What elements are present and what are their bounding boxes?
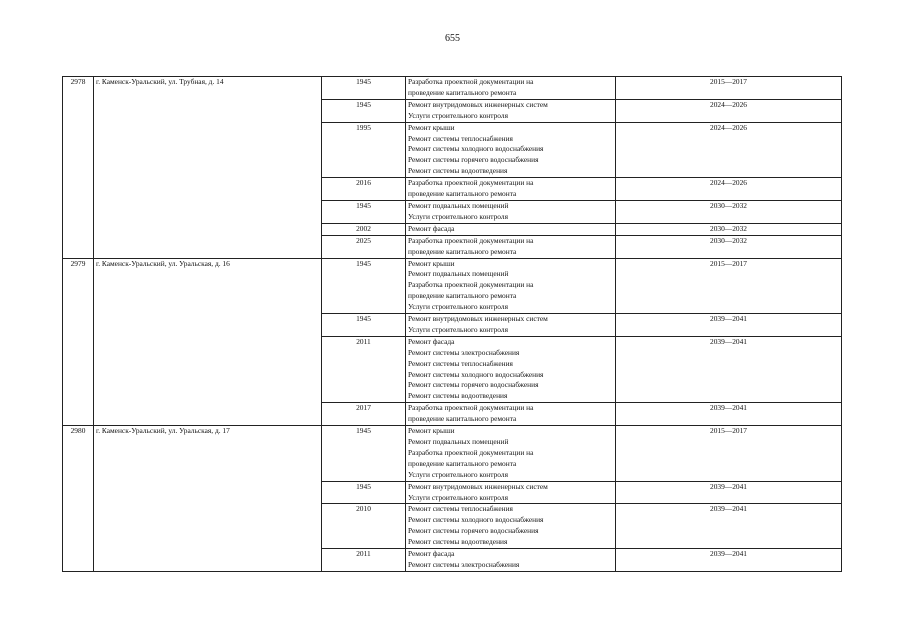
work-item: Услуги строительного контроля bbox=[408, 302, 508, 312]
work-item: Ремонт системы электроснабжения bbox=[408, 347, 520, 357]
work-item: Ремонт фасада bbox=[408, 223, 455, 233]
repair-works bbox=[406, 258, 616, 314]
repair-year: 2011 bbox=[322, 336, 406, 402]
repair-year: 1945 bbox=[322, 481, 406, 504]
repair-period: 2015—2017 bbox=[616, 258, 842, 314]
repair-works bbox=[406, 426, 616, 482]
repair-year: 2017 bbox=[322, 403, 406, 426]
work-item: Ремонт внутридомовых инженерных систем bbox=[408, 481, 548, 491]
repair-period: 2039—2041 bbox=[616, 314, 842, 337]
work-item: Разработка проектной документации на bbox=[408, 447, 534, 457]
repair-works bbox=[406, 235, 616, 258]
repair-works bbox=[406, 99, 616, 122]
repair-works bbox=[406, 336, 616, 402]
repair-period: 2030—2032 bbox=[616, 200, 842, 223]
table-body bbox=[63, 77, 842, 572]
work-item: Ремонт системы горячего водоснабжения bbox=[408, 155, 539, 165]
work-item: Ремонт системы электроснабжения bbox=[408, 559, 520, 569]
repair-period: 2024—2026 bbox=[616, 99, 842, 122]
record-number: 2980 bbox=[63, 426, 94, 572]
work-item: Ремонт системы горячего водоснабжения bbox=[408, 380, 539, 390]
work-item: Разработка проектной документации на bbox=[408, 280, 534, 290]
page-number: 655 bbox=[445, 33, 460, 44]
repair-works bbox=[406, 549, 616, 572]
work-item: Разработка проектной документации на bbox=[408, 178, 534, 188]
work-item: проведение капитального ремонта bbox=[408, 291, 517, 301]
work-item: Ремонт внутридомовых инженерных систем bbox=[408, 99, 548, 109]
repair-works bbox=[406, 223, 616, 235]
work-item: Ремонт подвальных помещений bbox=[408, 437, 509, 446]
work-item: Ремонт подвальных помещений bbox=[408, 200, 509, 210]
work-item: проведение капитального ремонта bbox=[408, 414, 517, 424]
capital-repair-table bbox=[62, 76, 842, 572]
building-address: г. Каменск-Уральский, ул. Уральская, д. 16 bbox=[94, 258, 322, 426]
work-item: Разработка проектной документации на bbox=[408, 235, 534, 245]
table-row bbox=[63, 426, 842, 482]
repair-period: 2039—2041 bbox=[616, 336, 842, 402]
work-item: Ремонт подвальных помещений bbox=[408, 269, 509, 279]
work-item: проведение капитального ремонта bbox=[408, 458, 517, 468]
repair-year: 2025 bbox=[322, 235, 406, 258]
work-item: Ремонт внутридомовых инженерных систем bbox=[408, 314, 548, 324]
work-item: Ремонт системы холодного водоснабжения bbox=[408, 515, 544, 525]
work-item: Услуги строительного контроля bbox=[408, 324, 508, 334]
work-item: Разработка проектной документации на bbox=[408, 403, 534, 413]
repair-period: 2039—2041 bbox=[616, 549, 842, 572]
repair-year: 1945 bbox=[322, 200, 406, 223]
work-item: Ремонт системы теплоснабжения bbox=[408, 133, 513, 143]
repair-year: 1945 bbox=[322, 77, 406, 100]
repair-year: 1945 bbox=[322, 314, 406, 337]
repair-works bbox=[406, 504, 616, 549]
work-item: Ремонт крыши bbox=[408, 426, 455, 436]
work-item: проведение капитального ремонта bbox=[408, 189, 517, 199]
repair-works bbox=[406, 481, 616, 504]
work-item: Ремонт системы водоотведения bbox=[408, 391, 508, 401]
record-number: 2978 bbox=[63, 77, 94, 259]
work-item: Ремонт фасада bbox=[408, 549, 455, 559]
repair-works bbox=[406, 200, 616, 223]
repair-year: 2010 bbox=[322, 504, 406, 549]
repair-works bbox=[406, 122, 616, 178]
work-item: проведение капитального ремонта bbox=[408, 246, 517, 256]
repair-period: 2015—2017 bbox=[616, 77, 842, 100]
table-row bbox=[63, 77, 842, 100]
repair-period: 2039—2041 bbox=[616, 504, 842, 549]
work-item: Ремонт системы водоотведения bbox=[408, 166, 508, 176]
work-item: Разработка проектной документации на bbox=[408, 77, 534, 86]
work-item: Услуги строительного контроля bbox=[408, 469, 508, 479]
repair-period: 2015—2017 bbox=[616, 426, 842, 482]
building-address: г. Каменск-Уральский, ул. Уральская, д. 17 bbox=[94, 426, 322, 572]
work-item: Ремонт системы горячего водоснабжения bbox=[408, 526, 539, 536]
work-item: Ремонт фасада bbox=[408, 336, 455, 346]
repair-year: 2011 bbox=[322, 549, 406, 572]
work-item: Ремонт системы водоотведения bbox=[408, 537, 508, 547]
repair-year: 1995 bbox=[322, 122, 406, 178]
work-item: Ремонт системы теплоснабжения bbox=[408, 358, 513, 368]
work-item: Услуги строительного контроля bbox=[408, 492, 508, 502]
repair-period: 2030—2032 bbox=[616, 223, 842, 235]
repair-period: 2024—2026 bbox=[616, 178, 842, 201]
repair-works bbox=[406, 403, 616, 426]
repair-works bbox=[406, 314, 616, 337]
repair-period: 2039—2041 bbox=[616, 481, 842, 504]
work-item: Ремонт системы холодного водоснабжения bbox=[408, 144, 544, 154]
work-item: Услуги строительного контроля bbox=[408, 110, 508, 120]
table-row bbox=[63, 258, 842, 314]
work-item: Ремонт крыши bbox=[408, 122, 455, 132]
repair-works bbox=[406, 77, 616, 100]
repair-period: 2024—2026 bbox=[616, 122, 842, 178]
repair-year: 2002 bbox=[322, 223, 406, 235]
work-item: Ремонт крыши bbox=[408, 258, 455, 268]
repair-year: 2016 bbox=[322, 178, 406, 201]
repair-period: 2030—2032 bbox=[616, 235, 842, 258]
record-number: 2979 bbox=[63, 258, 94, 426]
work-item: проведение капитального ремонта bbox=[408, 87, 517, 97]
repair-year: 1945 bbox=[322, 426, 406, 482]
repair-works bbox=[406, 178, 616, 201]
work-item: Ремонт системы холодного водоснабжения bbox=[408, 369, 544, 379]
work-item: Услуги строительного контроля bbox=[408, 211, 508, 221]
repair-year: 1945 bbox=[322, 258, 406, 314]
work-item: Ремонт системы теплоснабжения bbox=[408, 504, 513, 514]
repair-year: 1945 bbox=[322, 99, 406, 122]
building-address: г. Каменск-Уральский, ул. Трубная, д. 14 bbox=[94, 77, 322, 259]
repair-period: 2039—2041 bbox=[616, 403, 842, 426]
